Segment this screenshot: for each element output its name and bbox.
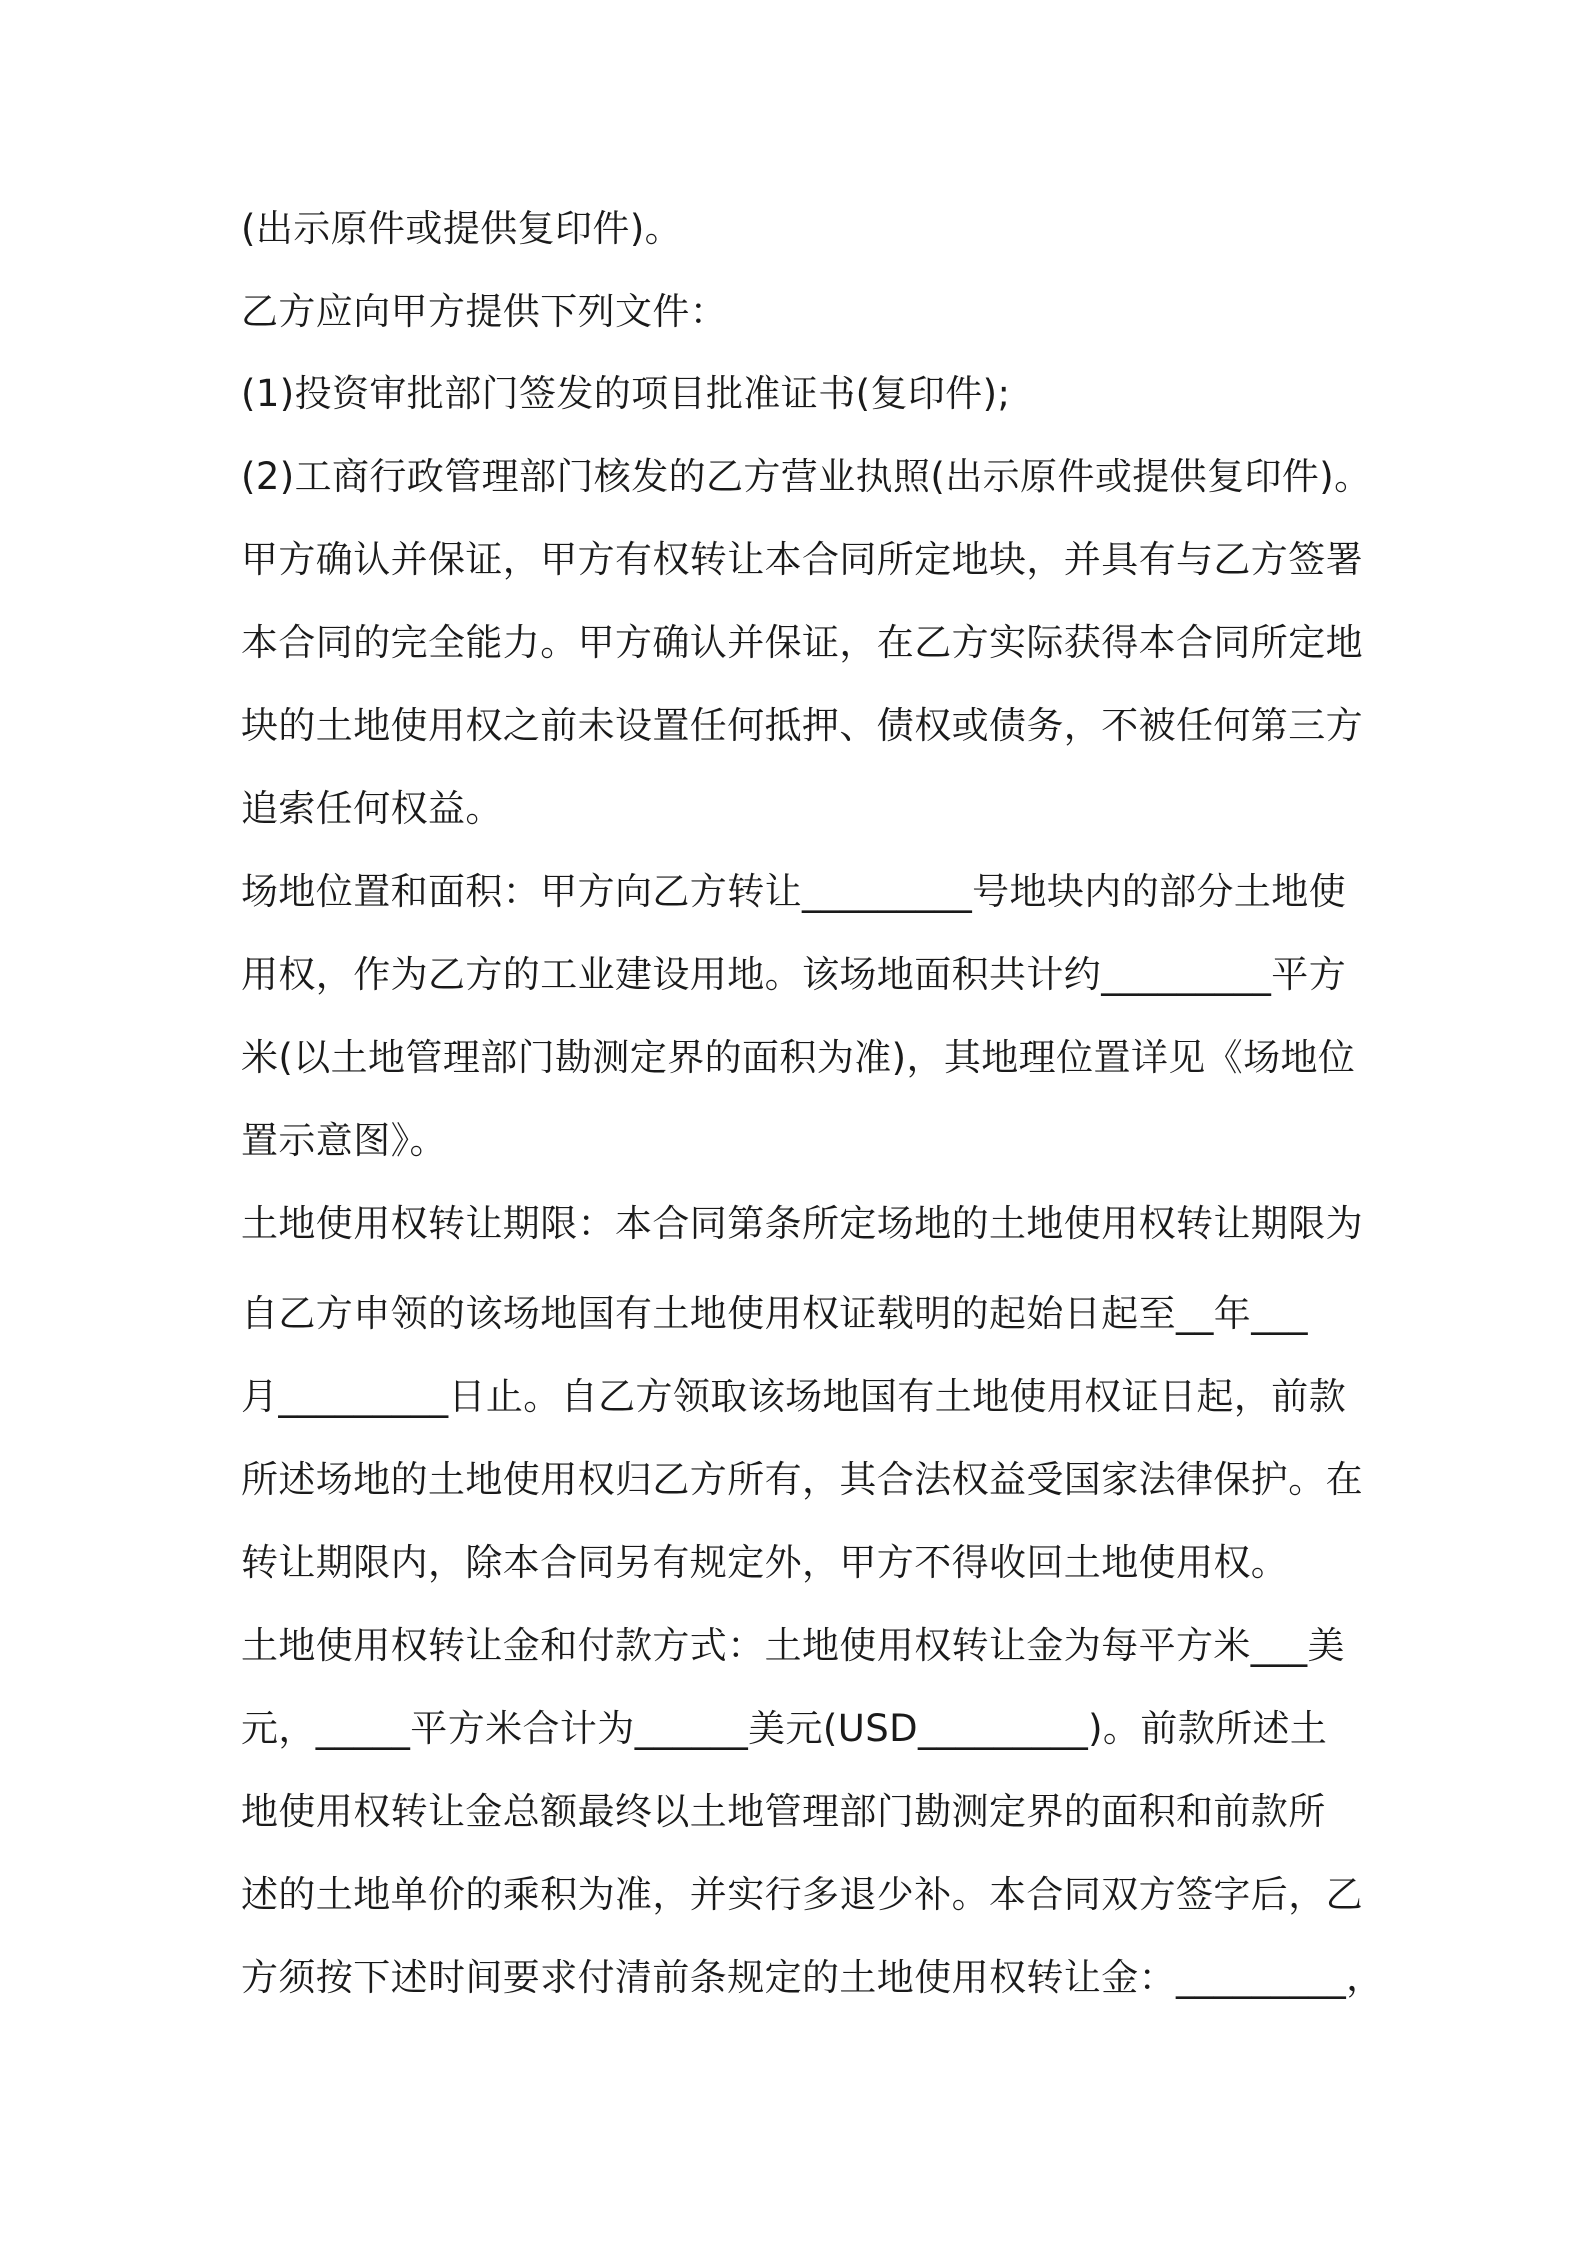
text-line: (2)工商行政管理部门核发的乙方营业执照(出示原件或提供复印件)。 <box>241 455 1372 498</box>
text-line: 元，_____平方米合计为______美元(USD_________)。前款所述土 <box>241 1707 1328 1750</box>
text-line: (出示原件或提供复印件)。 <box>241 207 683 250</box>
text-line: 地使用权转让金总额最终以土地管理部门勘测定界的面积和前款所 <box>241 1790 1326 1833</box>
text-line: 追索任何权益。 <box>241 787 503 830</box>
text-line: 块的土地使用权之前未设置任何抵押、债权或债务，不被任何第三方 <box>241 704 1363 747</box>
text-line: 月_________日止。自乙方领取该场地国有土地使用权证日起，前款 <box>241 1375 1347 1418</box>
text-line: 土地使用权转让金和付款方式：土地使用权转让金为每平方米___美 <box>241 1624 1345 1667</box>
text-line: 所述场地的土地使用权归乙方所有，其合法权益受国家法律保护。在 <box>241 1458 1363 1501</box>
text-line: 用权，作为乙方的工业建设用地。该场地面积共计约_________平方 <box>241 953 1347 996</box>
text-line: 自乙方申领的该场地国有土地使用权证载明的起始日起至__年___ <box>241 1292 1308 1335</box>
text-line: (1)投资审批部门签发的项目批准证书(复印件); <box>241 372 1011 415</box>
text-line: 土地使用权转让期限：本合同第条所定场地的土地使用权转让期限为 <box>241 1202 1363 1245</box>
text-line: 述的土地单价的乘积为准，并实行多退少补。本合同双方签字后，乙 <box>241 1873 1363 1916</box>
text-line: 米(以土地管理部门勘测定界的面积为准)，其地理位置详见《场地位 <box>241 1036 1356 1079</box>
text-line: 方须按下述时间要求付清前条规定的土地使用权转让金：_________， <box>241 1956 1384 1999</box>
text-line: 场地位置和面积：甲方向乙方转让_________号地块内的部分土地使 <box>241 870 1347 913</box>
text-line: 转让期限内，除本合同另有规定外，甲方不得收回土地使用权。 <box>241 1541 1289 1584</box>
text-line: 置示意图》。 <box>241 1119 447 1162</box>
text-line: 甲方确认并保证，甲方有权转让本合同所定地块，并具有与乙方签署 <box>241 538 1363 581</box>
text-line: 本合同的完全能力。甲方确认并保证，在乙方实际获得本合同所定地 <box>241 621 1363 664</box>
text-line: 乙方应向甲方提供下列文件： <box>241 290 728 333</box>
